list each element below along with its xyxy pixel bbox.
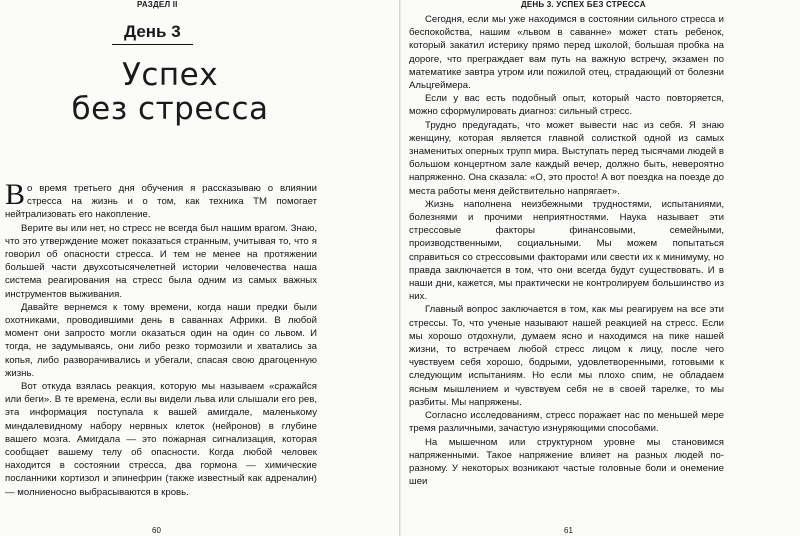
paragraph: Давайте вернемся к тому времени, когда наши предки были охотниками, проводившими день в саваннах Африки. В любой момент они запросто могли оказаться один на один со львом. И тогда, не задумываясь, они либо резко тормозили и хватались за копья, либо разворачивались и убегали, спасая свою драгоценную жизнь.	[5, 301, 317, 379]
paragraph	[5, 178, 317, 222]
drop-cap: В	[5, 178, 26, 211]
chapter-title	[50, 58, 290, 126]
left-body-text	[5, 178, 317, 499]
page-number-right: 61	[564, 526, 573, 535]
paragraph: Если у вас есть подобный опыт, который часто повторяется, можно сформулировать диагноз: сильный стресс.	[409, 93, 724, 118]
page-number-left: 60	[152, 526, 161, 535]
right-body-text	[409, 13, 724, 488]
paragraph: Вот откуда взялась реакция, которую мы называем «сражайся или беги». В те времена, если вы видели льва или слышали его рев, эта информация поступала к вашей амигдале, маленькому миндалевидному набору нервных клеток (нейронов) в глубине вашего мозга. Амигдала — это пожарная сигнализация, которая сообщает вашему телу об опасности. Когда любой человек находится в состоянии стресса, два гормона — химические посланники кортизол и эпинефрин (также известный как адреналин) — молниеносно выбрасываются в кровь.	[5, 381, 317, 498]
chapter-title-line-2: без стресса	[71, 91, 269, 127]
paragraph: Трудно предугадать, что может вывести нас из себя. Я знаю женщину, которая является главной солисткой одной из самых знаменитых оперных трупп мира. Выступать перед тысячами людей в большом концертном зале каждый вечер, должно быть, невероятно напряженно. Она сказала: «О, это просто! А вот поездка на поезде до места работы меня действительно напрягает».	[409, 119, 724, 197]
paragraph: Верите вы или нет, но стресс не всегда был нашим врагом. Знаю, что это утверждение может показаться странным, учитывая то, что я говорил об опасности стресса. И тем не менее на протяжении большей части двухсотысячелетней истории человечества наша система реагирования на стресс была одним из самых важных инструментов выживания.	[5, 222, 317, 300]
paragraph: Жизнь наполнена неизбежными трудностями, испытаниями, болезнями и прочими неприятностями. Наука называет эти стрессовые факторы финансовыми, семейными, производственными, социальными. Мы можем попытаться справиться со стрессовыми факторами или свести их к минимуму, но правда заключается в том, что они всегда будут существовать. И в наши дни, кажется, мы практически не контролируем большинство из них.	[409, 198, 724, 303]
day-label: День 3	[112, 22, 193, 45]
chapter-title-line-1: Успех	[121, 57, 219, 93]
running-header-left: РАЗДЕЛ II	[137, 0, 178, 9]
right-page	[401, 0, 800, 536]
paragraph: Согласно исследованиям, стресс поражает нас по меньшей мере тремя различными, зачастую изнуряющими способами.	[409, 410, 724, 435]
paragraph-text: о время третьего дня обучения я рассказываю о влиянии стресса на жизнь и о том, как техника ТМ помогает нейтрализовать его накопление.	[5, 183, 317, 221]
paragraph: Главный вопрос заключается в том, как мы реагируем на все эти стрессы. То, что ученые называют нашей реакцией на стресс. Если мы хорошо отдохнули, думаем ясно и находимся на пике нашей жизни, то встречаем любой стресс лицом к лицу, после чего чувствуем себя хорошо, бодрыми, удовлетворенными, готовыми к следующим испытаниям. Но если мы плохо спим, не обладаем ясным мышлением и чувствуем себя не в своей тарелке, то мы разбиты. Мы напряжены.	[409, 304, 724, 408]
running-header-right: ДЕНЬ 3. УСПЕХ БЕЗ СТРЕССА	[521, 0, 646, 9]
paragraph: На мышечном или структурном уровне мы становимся напряженными. Такое напряжение влияет на разных людей по-разному. У некоторых возникают частые головные боли и онемение шеи	[409, 436, 724, 488]
paragraph: Сегодня, если мы уже находимся в состоянии сильного стресса и беспокойства, нашим «львом в саванне» может стать ребенок, который закатил истерику прямо перед школой, большая пробка на дороге, что преграждает вам путь на важную встречу, экзамен по математике завтра утром или пожилой отец, страдающий от болезни Альцгеймера.	[409, 14, 724, 92]
